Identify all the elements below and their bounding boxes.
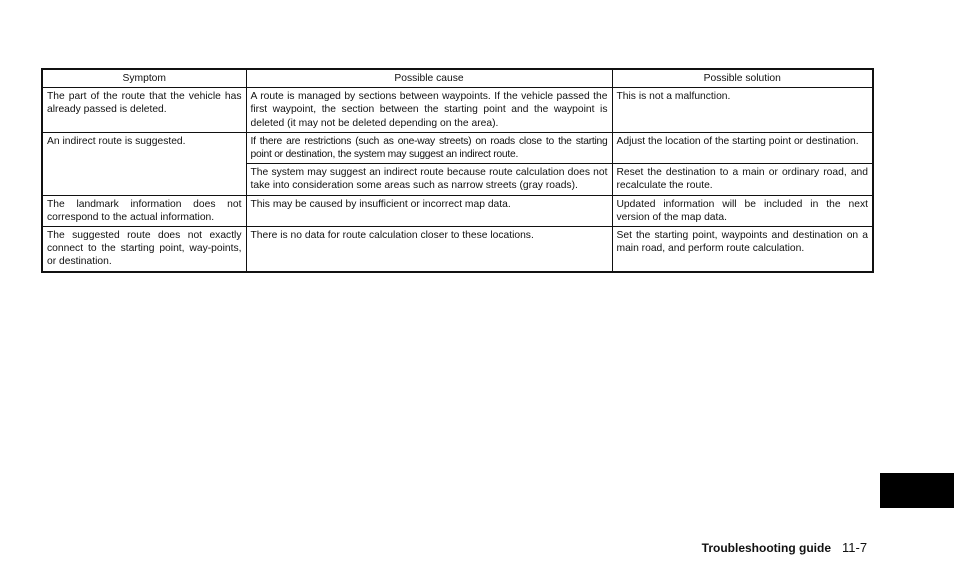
header-possible-solution: Possible solution [612, 69, 873, 88]
chapter-tab-marker [880, 473, 954, 508]
symptom-cell: The suggested route does not exactly connect to the starting point, way-points, or destination. [42, 227, 246, 272]
symptom-cell: The part of the route that the vehicle has already passed is deleted. [42, 88, 246, 133]
table-row [42, 227, 873, 272]
cause-cell: This may be caused by insufficient or incorrect map data. [246, 195, 612, 226]
table-row [42, 195, 873, 226]
cause-cell: A route is managed by sections between waypoints. If the vehicle passed the first waypoint, the section between the starting point and the waypoint is deleted (it may not be deleted depending on the area). [246, 88, 612, 133]
table-header-row [42, 69, 873, 88]
solution-cell: This is not a malfunction. [612, 88, 873, 133]
solution-cell: Adjust the location of the starting point or destination. [612, 132, 873, 163]
cause-cell: The system may suggest an indirect route because route calculation does not take into consideration some areas such as narrow streets (gray roads). [246, 164, 612, 195]
solution-cell: Updated information will be included in the next version of the map data. [612, 195, 873, 226]
solution-cell: Set the starting point, waypoints and destination on a main road, and perform route calculation. [612, 227, 873, 272]
footer-section-title: Troubleshooting guide [701, 541, 831, 555]
troubleshooting-table [41, 68, 874, 273]
header-possible-cause: Possible cause [246, 69, 612, 88]
solution-cell: Reset the destination to a main or ordinary road, and recalculate the route. [612, 164, 873, 195]
symptom-cell: The landmark information does not correspond to the actual information. [42, 195, 246, 226]
table-row [42, 88, 873, 133]
cause-cell: There is no data for route calculation closer to these locations. [246, 227, 612, 272]
symptom-cell: An indirect route is suggested. [42, 132, 246, 195]
cause-cell: If there are restrictions (such as one-way streets) on roads close to the starting point or destination, the system may suggest an indirect route. [246, 132, 612, 163]
header-symptom: Symptom [42, 69, 246, 88]
table-row [42, 132, 873, 163]
footer-page-number: 11-7 [842, 540, 868, 555]
